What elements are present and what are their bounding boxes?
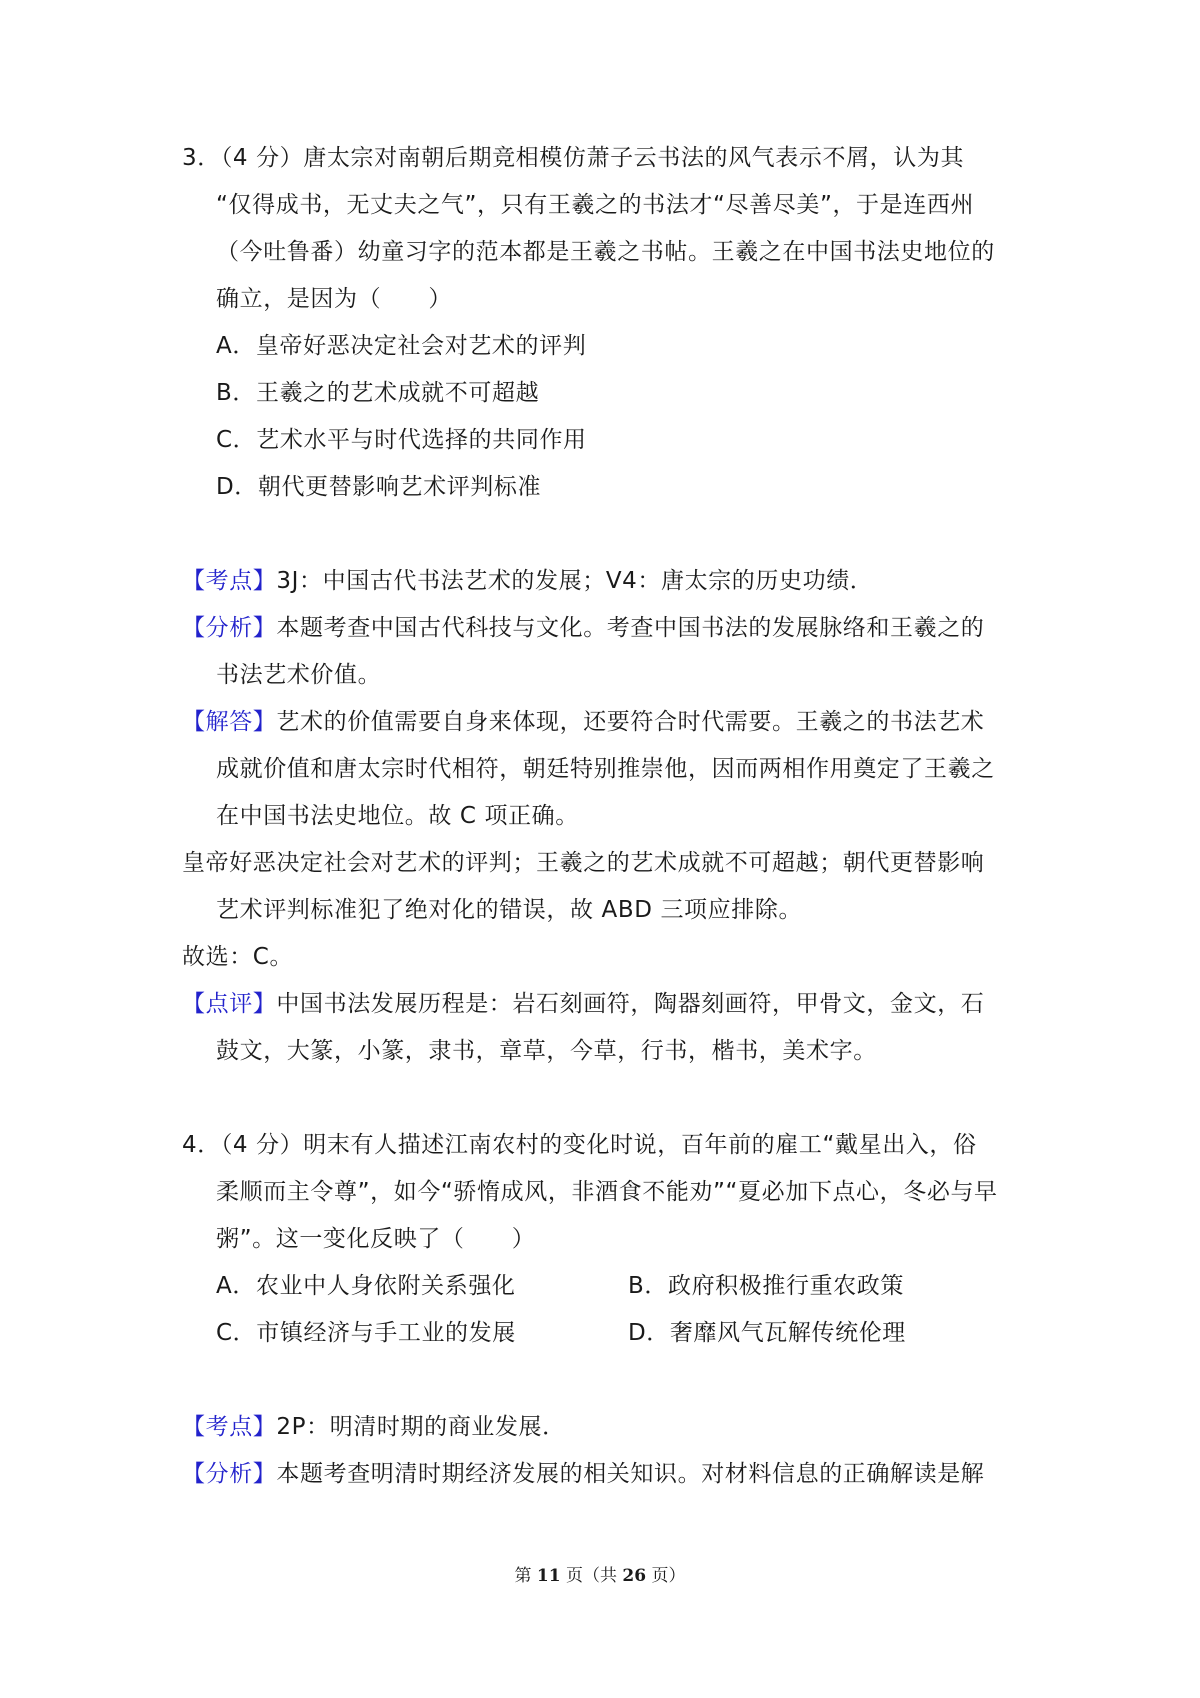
a3-fenxi-line-2: 书法艺术价值。 [216, 662, 382, 688]
q4-stem-line-2: 柔顺而主令尊”，如今“骄惰成风，非酒食不能劝”“夏必加下点心，冬必与早 [216, 1179, 998, 1205]
q3-option-b: B．王羲之的艺术成就不可超越 [216, 380, 540, 406]
fenxi-text: 本题考查中国古代科技与文化。考查中国书法的发展脉络和王羲之的 [276, 615, 985, 641]
a3-answer: 故选：C。 [182, 944, 294, 970]
a4-fenxi [182, 1458, 984, 1490]
q4-stem-line-3: 粥”。这一变化反映了（ ） [216, 1226, 536, 1252]
q3-stem-line-3: （今吐鲁番）幼童习字的范本都是王羲之书帖。王羲之在中国书法史地位的 [216, 239, 995, 265]
q4-option-b: B．政府积极推行重农政策 [628, 1273, 904, 1299]
a3-kaodian [182, 565, 873, 597]
fenxi-text: 本题考查明清时期经济发展的相关知识。对材料信息的正确解读是解 [276, 1461, 985, 1487]
page-total: 26 [622, 1566, 647, 1586]
kaodian-tag: 【考点】 [182, 568, 277, 594]
a3-extra-line-1: 皇帝好恶决定社会对艺术的评判；王羲之的艺术成就不可超越；朝代更替影响 [182, 850, 985, 876]
page-footer [0, 1561, 1200, 1586]
q4-option-d: D．奢靡风气瓦解传统伦理 [628, 1320, 906, 1346]
fenxi-tag: 【分析】 [182, 615, 277, 641]
q3-stem-line-4: 确立，是因为（ ） [216, 286, 452, 312]
q3-option-d: D．朝代更替影响艺术评判标准 [216, 474, 542, 500]
q3-stem-line-2: “仅得成书，无丈夫之气”，只有王羲之的书法才“尽善尽美”，于是连西州 [216, 192, 975, 218]
q3-option-a: A．皇帝好恶决定社会对艺术的评判 [216, 333, 587, 359]
footer-suffix: 页） [646, 1566, 686, 1586]
dianping-text: 中国书法发展历程是：岩石刻画符，陶器刻画符，甲骨文，金文，石 [276, 991, 985, 1017]
q3-option-c: C．艺术水平与时代选择的共同作用 [216, 427, 587, 453]
a3-jieda-line-3: 在中国书法史地位。故 C 项正确。 [216, 803, 579, 829]
a3-jieda-line-2: 成就价值和唐太宗时代相符，朝廷特别推崇他，因而两相作用奠定了王羲之 [216, 756, 995, 782]
dianping-tag: 【点评】 [182, 991, 277, 1017]
a3-dianping [182, 988, 984, 1020]
q4-option-c: C．市镇经济与手工业的发展 [216, 1320, 516, 1346]
q4-option-a: A．农业中人身依附关系强化 [216, 1273, 516, 1299]
a3-extra-line-2: 艺术评判标准犯了绝对化的错误，故 ABD 三项应排除。 [216, 897, 803, 923]
q4-stem-line-1: 4．（4 分）明末有人描述江南农村的变化时说，百年前的雇工“戴星出入，俗 [182, 1132, 977, 1158]
kaodian-text: 2P：明清时期的商业发展． [276, 1414, 566, 1440]
footer-mid: 页（共 [560, 1566, 623, 1586]
fenxi-tag: 【分析】 [182, 1461, 277, 1487]
footer-prefix: 第 [514, 1566, 537, 1586]
kaodian-tag: 【考点】 [182, 1414, 277, 1440]
a4-kaodian [182, 1411, 566, 1443]
jieda-tag: 【解答】 [182, 709, 277, 735]
a3-fenxi [182, 612, 984, 644]
a3-dianping-line-2: 鼓文，大篆，小篆，隶书，章草，今草，行书，楷书，美术字。 [216, 1038, 877, 1064]
page-number: 11 [536, 1566, 561, 1586]
kaodian-text: 3J：中国古代书法艺术的发展；V4：唐太宗的历史功绩． [276, 568, 874, 594]
jieda-text: 艺术的价值需要自身来体现，还要符合时代需要。王羲之的书法艺术 [276, 709, 985, 735]
q3-stem-line-1: 3．（4 分）唐太宗对南朝后期竞相模仿萧子云书法的风气表示不屑，认为其 [182, 145, 965, 171]
a3-jieda [182, 706, 984, 738]
